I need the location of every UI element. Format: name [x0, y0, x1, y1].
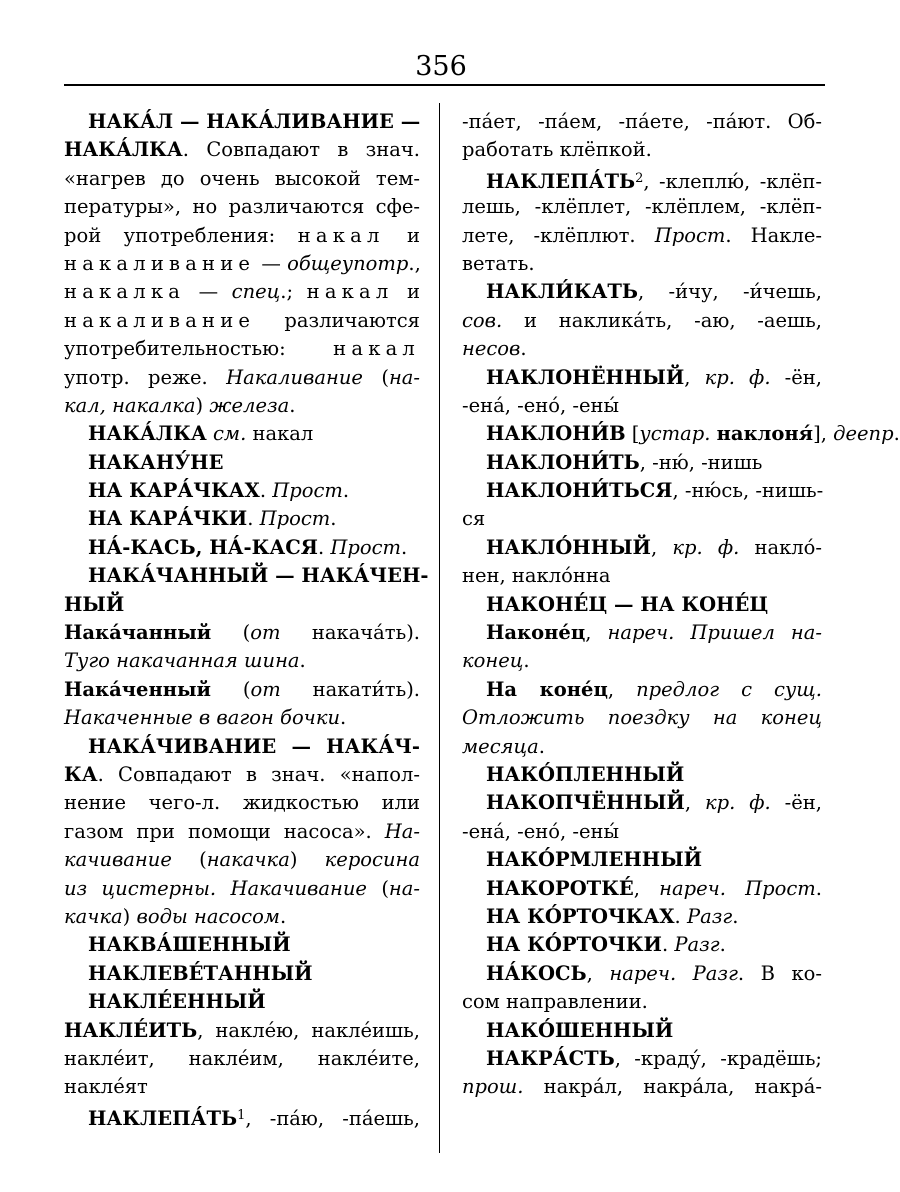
- text-fragment: , -па́ю, -па́ешь,: [245, 1106, 420, 1130]
- label-italic: спец: [231, 280, 281, 304]
- headword: НАКРА́СТЬ: [486, 1046, 615, 1070]
- text-line: [462, 1017, 822, 1045]
- headword: На коне́ц: [486, 677, 608, 701]
- text-line: [64, 449, 420, 477]
- text-fragment: .: [247, 507, 260, 531]
- headword: НАКЛОНИ́В: [486, 422, 626, 446]
- homonym-index: 2: [635, 170, 644, 186]
- text-fragment: лешь, -клёплет, -клёплем, -клёп-: [462, 195, 822, 219]
- text-line: [64, 364, 420, 392]
- text-line: [64, 108, 420, 136]
- headword: НЫЙ: [64, 592, 125, 616]
- text-fragment: нение чего-л. жидкостью или: [64, 791, 420, 815]
- label-italic: Отложить поездку на конец: [462, 706, 822, 730]
- headword: наклоня́: [716, 422, 814, 446]
- label-italic: устар.: [639, 422, 711, 446]
- text-line: [462, 818, 822, 846]
- text-fragment: .: [401, 535, 408, 559]
- text-fragment: —: [255, 251, 288, 275]
- headword: НАКО́РМЛЕННЫЙ: [486, 848, 703, 872]
- text-line: [462, 875, 822, 903]
- text-fragment: ): [122, 904, 137, 928]
- text-line: [462, 477, 822, 505]
- text-fragment: -ена́, -ено́, -ены́: [462, 393, 620, 417]
- text-line: [64, 676, 420, 704]
- text-fragment: .;: [280, 280, 307, 304]
- headword: НАКА́Л — НАКА́ЛИВАНИЕ —: [88, 110, 421, 133]
- text-line: [462, 165, 822, 193]
- text-line: [64, 1045, 420, 1073]
- label-italic: Прост: [654, 223, 726, 247]
- headword: НА КО́РТОЧКАХ: [486, 904, 675, 928]
- label-italic: кр. ф.: [704, 365, 771, 389]
- headword: НАКЛО́ННЫЙ: [486, 535, 651, 559]
- label-italic: качивание: [64, 848, 172, 872]
- label-italic: Туго накачанная шина: [64, 649, 300, 673]
- text-fragment: накати́ть).: [280, 677, 420, 701]
- label-italic: от: [250, 677, 281, 701]
- text-fragment: пературы», но различаются сфе-: [64, 195, 420, 219]
- headword: КА: [64, 762, 98, 786]
- text-fragment: -па́ет, -па́ем, -па́ете, -па́ют. Об-: [462, 110, 822, 133]
- text-fragment: .: [815, 876, 822, 900]
- label-italic: накачка: [206, 848, 290, 872]
- text-line: [462, 960, 822, 988]
- text-fragment: -ён,: [770, 791, 822, 815]
- text-fragment: .: [523, 649, 530, 673]
- text-fragment: наклéит, наклéим, наклéите,: [64, 1046, 420, 1070]
- text-line: [64, 278, 420, 306]
- headword: НА КАРА́ЧКИ: [88, 507, 248, 531]
- text-fragment: (: [362, 365, 389, 389]
- label-italic: см.: [213, 422, 247, 446]
- headword: НА́КОСЬ: [486, 961, 587, 985]
- text-line: [462, 392, 822, 420]
- text-fragment: ,: [585, 621, 608, 645]
- label-italic: на-: [388, 876, 420, 900]
- text-fragment: .,: [408, 251, 421, 275]
- text-fragment: ветать.: [462, 251, 535, 275]
- text-fragment: и: [393, 280, 420, 304]
- homonym-index: 1: [237, 1107, 246, 1123]
- label-italic: общеупотр: [287, 251, 409, 275]
- label-italic: нареч. Пришел на-: [607, 621, 822, 645]
- headword: НАКЛЕ́ЕННЫЙ: [88, 990, 266, 1014]
- label-italic: на-: [388, 365, 420, 389]
- label-italic: На-: [384, 819, 420, 843]
- text-line: [64, 534, 420, 562]
- label-italic: Накаливание: [226, 365, 363, 389]
- text-fragment: .: [340, 706, 347, 730]
- headword: НАКЛОНИ́ТЬ: [486, 450, 640, 474]
- text-line: [64, 420, 420, 448]
- text-fragment: . Совпадают в знач.: [182, 138, 420, 162]
- label-italic: предлог с сущ.: [636, 677, 822, 701]
- text-fragment: , -клеплю́, -клёп-: [643, 169, 822, 193]
- headword: НАКА́ЛКА: [88, 422, 207, 446]
- headword: Наконе́ц: [486, 621, 586, 645]
- headword: НАКЛОНИ́ТЬСЯ: [486, 479, 673, 503]
- text-line: [64, 193, 420, 221]
- text-line: [64, 789, 420, 817]
- text-fragment: ся: [462, 507, 486, 531]
- text-fragment: .: [538, 734, 545, 758]
- text-fragment: .: [330, 507, 337, 531]
- label-italic: воды насосом: [136, 904, 280, 928]
- text-line: [462, 789, 822, 817]
- spaced-term: накал: [333, 337, 420, 361]
- text-fragment: , наклéю, наклéишь,: [197, 1018, 420, 1042]
- text-fragment: работать клёпкой.: [462, 138, 652, 162]
- text-line: [64, 136, 420, 164]
- text-fragment: -ён,: [770, 365, 822, 389]
- headword: НА́-КАСЬ, НА́-КАСЯ: [88, 535, 318, 559]
- text-line: [64, 477, 420, 505]
- label-italic: кр. ф.: [672, 535, 740, 559]
- text-fragment: (: [366, 876, 389, 900]
- text-line: [64, 1017, 420, 1045]
- text-fragment: [: [625, 422, 640, 446]
- text-fragment: .: [661, 933, 675, 957]
- text-line: [64, 165, 420, 193]
- column-divider: [439, 103, 440, 1153]
- text-line: [64, 903, 420, 931]
- headword: НАКОРОТКЕ́: [486, 876, 634, 900]
- text-fragment: , -ню́сь, -нишь-: [672, 479, 824, 503]
- label-italic: конец: [462, 649, 524, 673]
- text-line: [64, 392, 420, 420]
- text-line: [64, 960, 420, 988]
- text-line: [64, 335, 420, 363]
- headword: НАКО́ШЕННЫЙ: [486, 1018, 674, 1042]
- text-fragment: .: [719, 933, 726, 957]
- text-line: [462, 846, 822, 874]
- text-line: [462, 364, 822, 392]
- label-italic: нареч. Прост: [659, 876, 816, 900]
- text-line: [64, 250, 420, 278]
- text-line: [462, 278, 822, 306]
- right-column: [462, 108, 900, 1102]
- label-italic: Прост: [272, 479, 343, 503]
- headword: НАКО́ПЛЕННЫЙ: [486, 762, 685, 786]
- headword: НА КАРА́ЧКАХ: [88, 479, 260, 503]
- text-fragment: рой употребления:: [64, 223, 298, 247]
- spaced-term: накал: [306, 280, 394, 304]
- text-fragment: . Совпадают в знач. «напол-: [97, 762, 420, 786]
- text-line: [64, 846, 420, 874]
- text-fragment: .: [674, 904, 687, 928]
- text-fragment: накача́ть).: [280, 621, 420, 645]
- headword: НАКАНУ́НЕ: [88, 450, 224, 474]
- text-line: [462, 676, 822, 704]
- text-fragment: ): [289, 848, 325, 872]
- text-line: [64, 591, 420, 619]
- text-line: [462, 534, 822, 562]
- text-fragment: -ена́, -ено́, -ены́: [462, 819, 620, 843]
- text-line: [462, 1045, 822, 1073]
- text-line: [462, 619, 822, 647]
- text-line: [64, 619, 420, 647]
- label-italic: Разг: [686, 904, 733, 928]
- label-italic: Прост: [259, 507, 331, 531]
- text-fragment: и: [384, 223, 420, 247]
- text-fragment: ,: [684, 365, 705, 389]
- text-line: [462, 704, 822, 732]
- text-line: [462, 193, 822, 221]
- text-line: [462, 903, 822, 931]
- spaced-term: накаливание: [64, 251, 256, 275]
- text-fragment: , -ню́, -нишь: [639, 450, 763, 474]
- headword: НАКВА́ШЕННЫЙ: [88, 933, 291, 957]
- text-fragment: (: [171, 848, 207, 872]
- text-line: [462, 222, 822, 250]
- text-fragment: и наклика́ть, -аю, -аешь,: [502, 308, 822, 332]
- text-fragment: .: [342, 479, 350, 503]
- label-italic: Прост: [330, 535, 401, 559]
- page-number: 356: [415, 51, 467, 82]
- label-italic: прош.: [462, 1075, 524, 1099]
- text-fragment: . Накле-: [725, 223, 822, 247]
- text-fragment: ,: [650, 535, 673, 559]
- text-fragment: ,: [607, 677, 637, 701]
- label-italic: из цистерны. Накачивание: [64, 876, 367, 900]
- text-line: [462, 108, 822, 136]
- text-fragment: ): [195, 393, 210, 417]
- headword: НАКА́ЛКА: [64, 138, 183, 162]
- spaced-term: накал: [297, 223, 385, 247]
- text-line: [64, 1073, 420, 1101]
- text-fragment: . В ко-: [737, 961, 822, 985]
- label-italic: качка: [64, 904, 123, 928]
- text-fragment: ,: [633, 876, 660, 900]
- text-fragment: накал: [246, 422, 314, 446]
- text-line: [64, 931, 420, 959]
- text-fragment: употребительностью:: [64, 337, 334, 361]
- headword: НАКОНЕ́Ц — НА КОНЕ́Ц: [486, 592, 769, 616]
- label-italic: Разг: [674, 933, 720, 957]
- headword: НАКЛЕПА́ТЬ: [486, 169, 636, 193]
- label-italic: керосина: [324, 848, 420, 872]
- headword: НАКА́ЧИВАНИЕ — НАКА́Ч-: [88, 734, 420, 758]
- text-line: [64, 761, 420, 789]
- text-fragment: различаются: [255, 308, 420, 332]
- text-fragment: ],: [813, 422, 834, 446]
- text-line: [462, 136, 822, 164]
- text-fragment: накра́л, накра́ла, накра́-: [523, 1075, 822, 1099]
- text-fragment: накло́-: [739, 535, 822, 559]
- text-fragment: (: [211, 677, 251, 701]
- headword: НАКЛОНЁННЫЙ: [486, 365, 685, 389]
- header-rule: [64, 84, 825, 86]
- text-fragment: .: [279, 904, 287, 928]
- text-line: [462, 307, 822, 335]
- text-line: [462, 733, 822, 761]
- text-line: [64, 875, 420, 903]
- text-line: [462, 761, 822, 789]
- label-italic: от: [250, 621, 281, 645]
- text-line: [64, 733, 420, 761]
- headword: НАКЛЕПА́ТЬ: [88, 1106, 238, 1130]
- label-italic: деепр: [833, 422, 894, 446]
- text-fragment: наклéят: [64, 1075, 148, 1099]
- label-italic: железа: [209, 393, 290, 417]
- text-fragment: .: [893, 422, 900, 446]
- text-line: [462, 449, 822, 477]
- headword: НАКЛЕ́ИТЬ: [64, 1018, 198, 1042]
- text-line: [64, 222, 420, 250]
- spaced-term: накалка: [64, 280, 186, 304]
- text-fragment: .: [289, 393, 296, 417]
- text-line: [462, 335, 822, 363]
- text-fragment: ,: [586, 961, 610, 985]
- text-line: [64, 704, 420, 732]
- text-fragment: «нагрев до очень высокой тем-: [64, 166, 420, 190]
- text-line: [462, 647, 822, 675]
- headword: НАКА́ЧАННЫЙ — НАКА́ЧЕН-: [88, 564, 429, 588]
- text-line: [64, 647, 420, 675]
- label-italic: несов: [462, 337, 521, 361]
- label-italic: Накаченные в вагон бочки: [64, 706, 341, 730]
- spaced-term: накаливание: [64, 308, 256, 332]
- text-line: [462, 250, 822, 278]
- text-line: [462, 505, 822, 533]
- text-fragment: .: [520, 337, 527, 361]
- headword: НАКОПЧЁННЫЙ: [486, 791, 685, 815]
- label-italic: кр. ф.: [704, 791, 771, 815]
- text-fragment: лете, -клёплют.: [462, 223, 655, 247]
- text-line: [462, 420, 900, 448]
- label-italic: нареч. Разг: [609, 961, 738, 985]
- label-italic: кал, накалка: [64, 393, 196, 417]
- text-fragment: сом направлении.: [462, 990, 648, 1014]
- headword: НАКЛЕВЕ́ТАННЫЙ: [88, 961, 313, 985]
- text-fragment: .: [317, 535, 331, 559]
- text-fragment: ,: [684, 791, 705, 815]
- text-line: [462, 1073, 822, 1101]
- text-line: [64, 307, 420, 335]
- text-fragment: .: [259, 479, 273, 503]
- text-fragment: .: [299, 649, 306, 673]
- headword: Нака́чанный: [64, 621, 212, 645]
- text-fragment: газом при помощи насоса».: [64, 819, 385, 843]
- text-line: [462, 931, 822, 959]
- label-italic: сов.: [462, 308, 503, 332]
- headword: НА КО́РТОЧКИ: [486, 933, 662, 957]
- text-line: [64, 988, 420, 1016]
- text-fragment: , -краду́, -крадёшь;: [614, 1046, 822, 1070]
- text-line: [64, 818, 420, 846]
- text-fragment: (: [211, 621, 251, 645]
- label-italic: месяца: [462, 734, 539, 758]
- text-line: [64, 562, 429, 590]
- text-fragment: .: [732, 904, 739, 928]
- text-fragment: нен, накло́нна: [462, 564, 611, 588]
- text-fragment: , -и́чу, -и́чешь,: [637, 280, 822, 304]
- left-column: [64, 108, 429, 1130]
- text-line: [462, 562, 822, 590]
- text-line: [64, 1102, 420, 1130]
- headword: Нака́ченный: [64, 677, 212, 701]
- text-fragment: употр. реже.: [64, 365, 227, 389]
- text-fragment: —: [185, 280, 232, 304]
- text-line: [64, 505, 420, 533]
- text-line: [462, 988, 822, 1016]
- text-line: [462, 591, 822, 619]
- headword: НАКЛИ́КАТЬ: [486, 280, 638, 304]
